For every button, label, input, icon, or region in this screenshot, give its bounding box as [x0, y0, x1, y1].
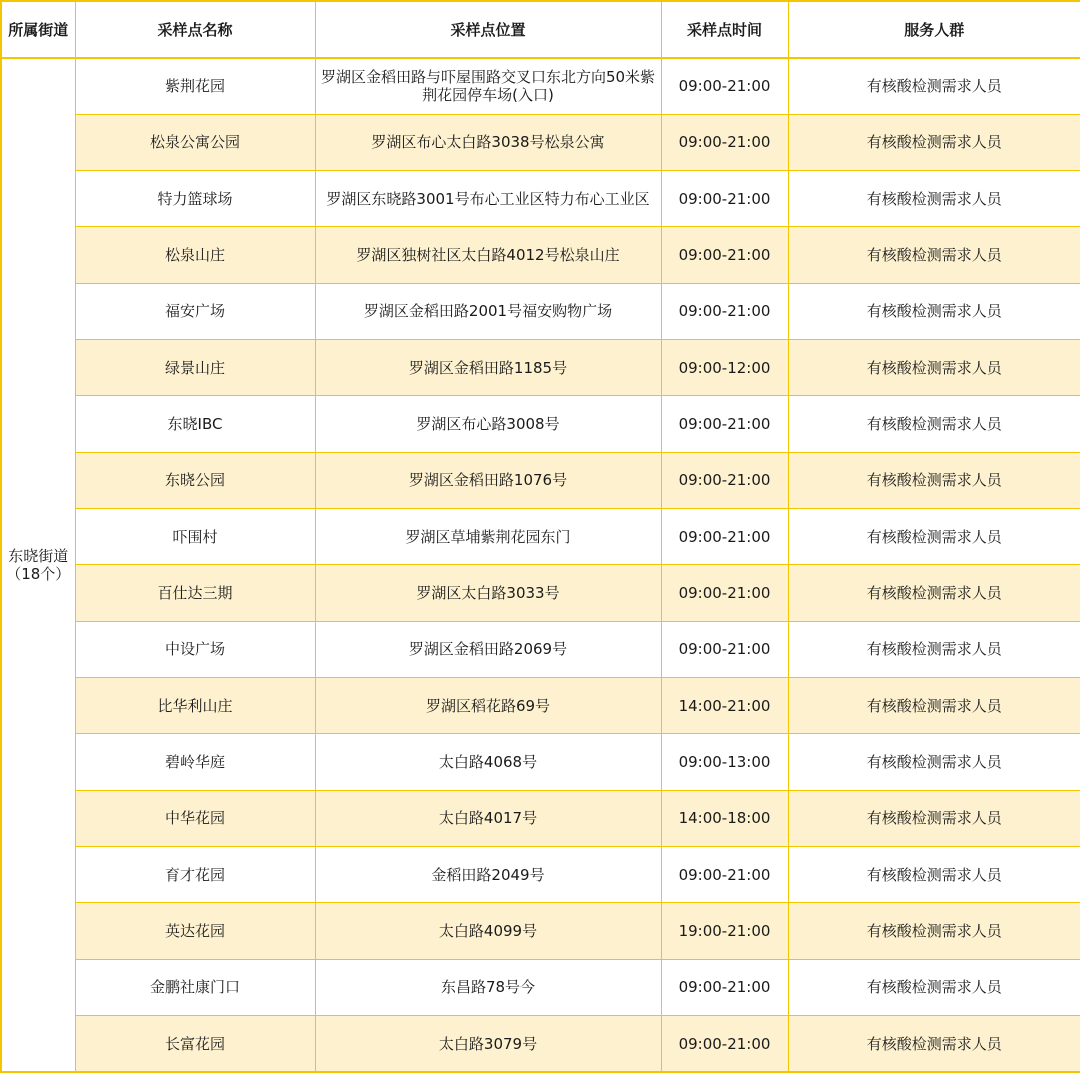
site-location: 罗湖区布心太白路3038号松泉公寓	[315, 114, 661, 170]
service-group: 有核酸检测需求人员	[788, 734, 1080, 790]
service-group: 有核酸检测需求人员	[788, 58, 1080, 114]
district-count: （18个）	[6, 565, 71, 583]
site-name: 中设广场	[75, 621, 315, 677]
site-location: 太白路4099号	[315, 903, 661, 959]
table-row	[1, 621, 1080, 677]
site-time: 09:00-21:00	[661, 847, 788, 903]
table-row	[1, 1016, 1080, 1072]
service-group: 有核酸检测需求人员	[788, 678, 1080, 734]
site-location: 罗湖区东晓路3001号布心工业区特力布心工业区	[315, 171, 661, 227]
table-body	[1, 58, 1080, 1072]
site-time: 09:00-21:00	[661, 171, 788, 227]
header-district: 所属街道	[1, 1, 75, 58]
site-time: 09:00-21:00	[661, 621, 788, 677]
site-location: 金稻田路2049号	[315, 847, 661, 903]
service-group: 有核酸检测需求人员	[788, 283, 1080, 339]
site-location: 罗湖区金稻田路2001号福安购物广场	[315, 283, 661, 339]
service-group: 有核酸检测需求人员	[788, 565, 1080, 621]
table-row	[1, 114, 1080, 170]
service-group: 有核酸检测需求人员	[788, 509, 1080, 565]
site-location: 东昌路78号今	[315, 959, 661, 1015]
site-location: 罗湖区金稻田路1076号	[315, 452, 661, 508]
service-group: 有核酸检测需求人员	[788, 396, 1080, 452]
service-group: 有核酸检测需求人员	[788, 959, 1080, 1015]
table-row	[1, 790, 1080, 846]
site-time: 19:00-21:00	[661, 903, 788, 959]
header-site-name: 采样点名称	[75, 1, 315, 58]
table-row	[1, 340, 1080, 396]
site-name: 百仕达三期	[75, 565, 315, 621]
table-row	[1, 171, 1080, 227]
site-name: 育才花园	[75, 847, 315, 903]
site-name: 福安广场	[75, 283, 315, 339]
service-group: 有核酸检测需求人员	[788, 114, 1080, 170]
service-group: 有核酸检测需求人员	[788, 340, 1080, 396]
site-name: 松泉公寓公园	[75, 114, 315, 170]
site-time: 09:00-13:00	[661, 734, 788, 790]
table-row	[1, 903, 1080, 959]
service-group: 有核酸检测需求人员	[788, 171, 1080, 227]
site-name: 东晓IBC	[75, 396, 315, 452]
site-name: 英达花园	[75, 903, 315, 959]
site-time: 09:00-21:00	[661, 509, 788, 565]
site-location: 太白路4017号	[315, 790, 661, 846]
site-location: 罗湖区布心路3008号	[315, 396, 661, 452]
site-time: 09:00-21:00	[661, 452, 788, 508]
table-row	[1, 58, 1080, 114]
service-group: 有核酸检测需求人员	[788, 903, 1080, 959]
site-name: 中华花园	[75, 790, 315, 846]
site-time: 14:00-18:00	[661, 790, 788, 846]
district-cell	[1, 58, 75, 1072]
site-name: 碧岭华庭	[75, 734, 315, 790]
site-name: 紫荆花园	[75, 58, 315, 114]
site-name: 特力篮球场	[75, 171, 315, 227]
site-time: 14:00-21:00	[661, 678, 788, 734]
table-row	[1, 396, 1080, 452]
site-name: 松泉山庄	[75, 227, 315, 283]
site-name: 吓围村	[75, 509, 315, 565]
site-time: 09:00-21:00	[661, 283, 788, 339]
district-name: 东晓街道	[8, 547, 69, 565]
header-site-location: 采样点位置	[315, 1, 661, 58]
site-time: 09:00-21:00	[661, 396, 788, 452]
site-time: 09:00-21:00	[661, 114, 788, 170]
service-group: 有核酸检测需求人员	[788, 621, 1080, 677]
service-group: 有核酸检测需求人员	[788, 227, 1080, 283]
site-location: 太白路3079号	[315, 1016, 661, 1072]
header-service-group: 服务人群	[788, 1, 1080, 58]
site-location: 罗湖区草埔紫荆花园东门	[315, 509, 661, 565]
table-row	[1, 959, 1080, 1015]
site-time: 09:00-21:00	[661, 58, 788, 114]
table-header	[1, 1, 1080, 58]
site-time: 09:00-12:00	[661, 340, 788, 396]
site-location: 罗湖区金稻田路与吓屋围路交叉口东北方向50米紫荆花园停车场(入口)	[315, 58, 661, 114]
site-time: 09:00-21:00	[661, 959, 788, 1015]
table-row	[1, 678, 1080, 734]
site-location: 罗湖区独树社区太白路4012号松泉山庄	[315, 227, 661, 283]
site-time: 09:00-21:00	[661, 565, 788, 621]
site-name: 东晓公园	[75, 452, 315, 508]
site-location: 罗湖区太白路3033号	[315, 565, 661, 621]
table-row	[1, 734, 1080, 790]
table-row	[1, 847, 1080, 903]
table-row	[1, 227, 1080, 283]
site-name: 金鹏社康门口	[75, 959, 315, 1015]
site-time: 09:00-21:00	[661, 1016, 788, 1072]
service-group: 有核酸检测需求人员	[788, 847, 1080, 903]
site-location: 罗湖区金稻田路1185号	[315, 340, 661, 396]
site-location: 罗湖区金稻田路2069号	[315, 621, 661, 677]
site-name: 绿景山庄	[75, 340, 315, 396]
site-time: 09:00-21:00	[661, 227, 788, 283]
service-group: 有核酸检测需求人员	[788, 452, 1080, 508]
site-name: 长富花园	[75, 1016, 315, 1072]
table-row	[1, 565, 1080, 621]
table-row	[1, 283, 1080, 339]
site-location: 太白路4068号	[315, 734, 661, 790]
service-group: 有核酸检测需求人员	[788, 1016, 1080, 1072]
site-location: 罗湖区稻花路69号	[315, 678, 661, 734]
service-group: 有核酸检测需求人员	[788, 790, 1080, 846]
table-row	[1, 509, 1080, 565]
site-name: 比华利山庄	[75, 678, 315, 734]
header-site-time: 采样点时间	[661, 1, 788, 58]
table-row	[1, 452, 1080, 508]
